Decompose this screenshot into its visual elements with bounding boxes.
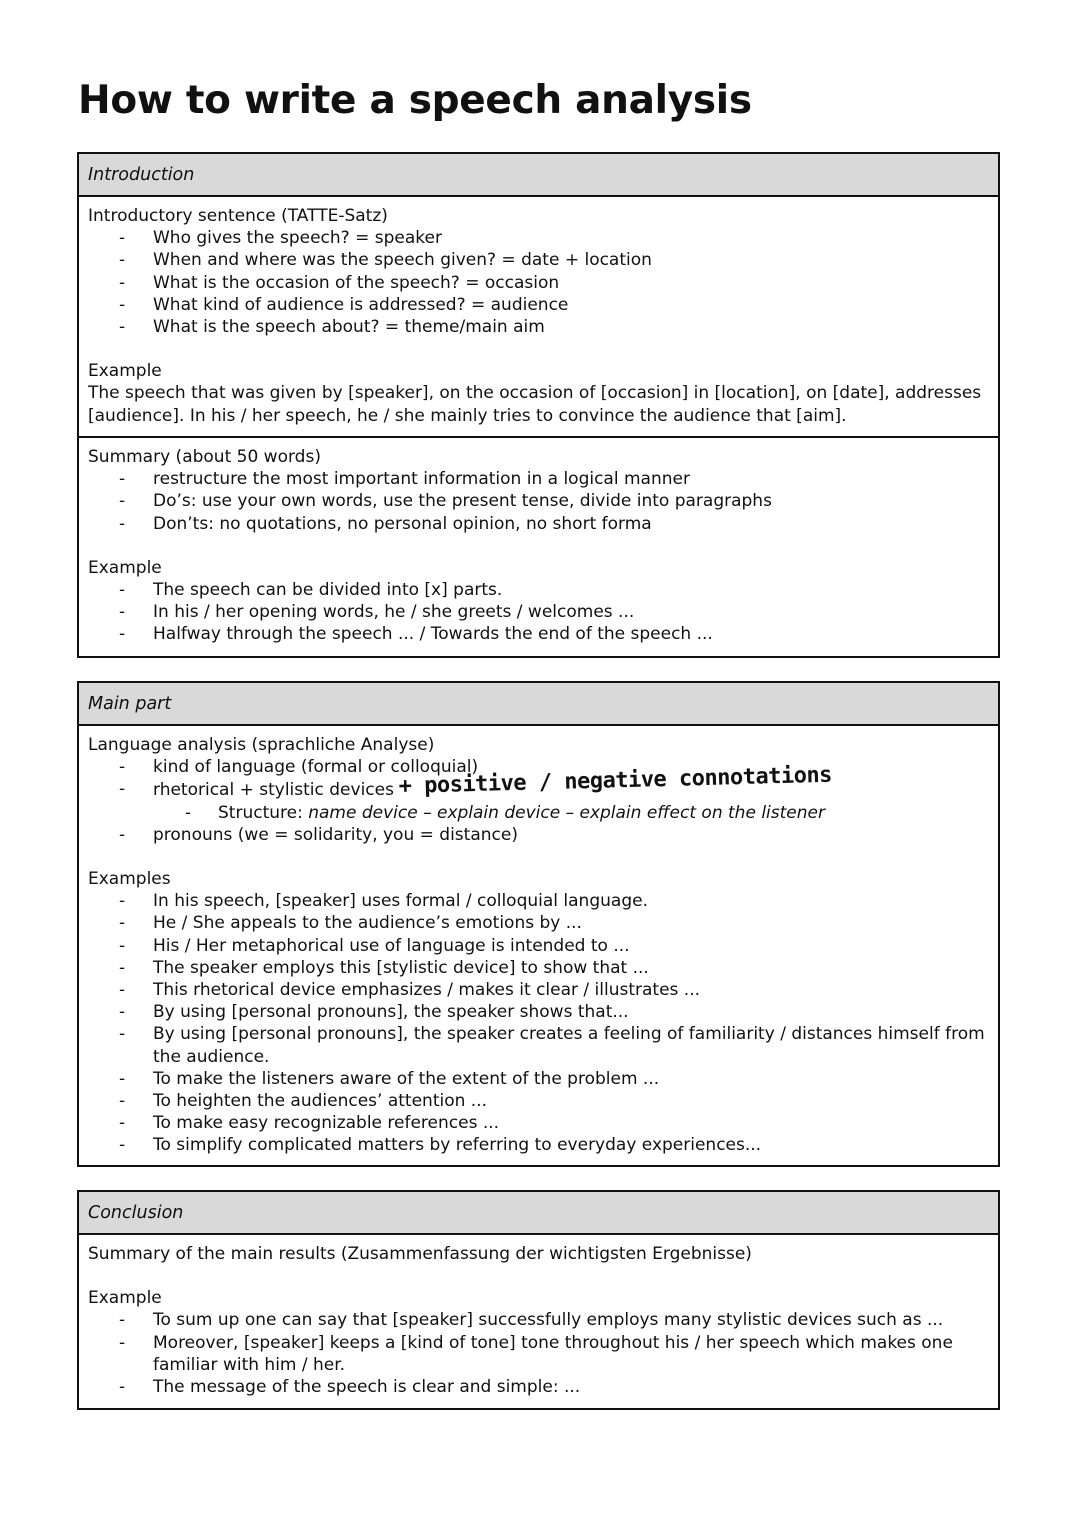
conclusion-heading: Conclusion	[79, 1192, 998, 1235]
list-item	[153, 802, 989, 824]
list-item: - What kind of audience is addressed? = audience	[88, 294, 989, 316]
structure-prefix: Structure:	[218, 802, 309, 823]
list-item: - Moreover, [speaker] keeps a [kind of tone] tone throughout his / her speech which makes one familiar with him / her.	[88, 1332, 989, 1376]
list-item: - When and where was the speech given? = date + location	[88, 249, 989, 271]
summary-block	[79, 436, 998, 655]
structure-sublist	[153, 802, 989, 824]
conclusion-section	[77, 1190, 1000, 1410]
list-item: - His / Her metaphorical use of language is intended to ...	[88, 935, 989, 957]
introduction-heading: Introduction	[79, 154, 998, 197]
list-item: - Who gives the speech? = speaker	[88, 227, 989, 249]
examples-list	[88, 890, 989, 1156]
conclusion-example-label: Example	[88, 1288, 162, 1309]
introduction-section	[77, 152, 1000, 658]
list-item: - kind of language (formal or colloquial)	[88, 756, 989, 778]
summary-list	[88, 468, 989, 535]
main-part-section	[77, 681, 1000, 1167]
list-item: - Halfway through the speech ... / Towards the end of the speech ...	[88, 623, 989, 645]
introductory-questions-list	[88, 227, 989, 338]
list-item: - Do’s: use your own words, use the present tense, divide into paragraphs	[88, 490, 989, 512]
list-item: - Don’ts: no quotations, no personal opinion, no short forma	[88, 513, 989, 535]
conclusion-block	[79, 1235, 998, 1407]
list-item: - pronouns (we = solidarity, you = distance)	[88, 824, 989, 846]
language-analysis-list	[88, 756, 989, 846]
list-item: - This rhetorical device emphasizes / makes it clear / illustrates ...	[88, 979, 989, 1001]
list-item: - The message of the speech is clear and simple: ...	[88, 1376, 989, 1398]
list-item: - He / She appeals to the audience’s emotions by ...	[88, 912, 989, 934]
list-item: - By using [personal pronouns], the speaker creates a feeling of familiarity / distances himself from the audience.	[88, 1023, 989, 1067]
list-item: - In his speech, [speaker] uses formal / colloquial language.	[88, 890, 989, 912]
list-item: - To heighten the audiences’ attention ...	[88, 1090, 989, 1112]
list-item: - What is the occasion of the speech? = occasion	[88, 272, 989, 294]
introductory-sentence-block	[79, 197, 998, 436]
summary-label: Summary (about 50 words)	[88, 447, 321, 467]
language-analysis-block	[79, 726, 998, 1166]
handwritten-note: + positive / negative connotations	[398, 763, 833, 800]
introduction-example-text: The speech that was given by [speaker], on the occasion of [occasion] in [location], on [date], addresses [audience]. In his / her speech, he / she mainly tries to convince the audience that [aim].	[88, 383, 982, 426]
list-item: - What is the speech about? = theme/main aim	[88, 316, 989, 338]
list-item: - In his / her opening words, he / she greets / welcomes ...	[88, 601, 989, 623]
list-item: - restructure the most important information in a logical manner	[88, 468, 989, 490]
introduction-example-label: Example	[88, 361, 162, 382]
rhetorical-devices-text: rhetorical + stylistic devices	[153, 780, 394, 801]
structure-steps: name device – explain device – explain effect on the listener	[308, 802, 825, 823]
list-item: - To make easy recognizable references ...	[88, 1112, 989, 1134]
conclusion-summary-text: Summary of the main results (Zusammenfassung der wichtigsten Ergebnisse)	[88, 1244, 752, 1264]
list-item: - By using [personal pronouns], the speaker shows that...	[88, 1001, 989, 1023]
conclusion-example-list	[88, 1309, 989, 1398]
summary-example-list	[88, 579, 989, 646]
page-title: How to write a speech analysis	[78, 78, 752, 123]
summary-example-label: Example	[88, 557, 162, 578]
list-item: - To make the listeners aware of the extent of the problem ...	[88, 1068, 989, 1090]
list-item: - To sum up one can say that [speaker] successfully employs many stylistic devices such as ...	[88, 1309, 989, 1331]
list-item: - The speech can be divided into [x] parts.	[88, 579, 989, 601]
language-analysis-label: Language analysis (sprachliche Analyse)	[88, 735, 435, 755]
list-item: - The speaker employs this [stylistic device] to show that ...	[88, 957, 989, 979]
list-item: - To simplify complicated matters by referring to everyday experiences...	[88, 1134, 989, 1156]
examples-label: Examples	[88, 869, 171, 890]
introductory-sentence-label: Introductory sentence (TATTE-Satz)	[88, 206, 388, 226]
main-part-heading: Main part	[79, 683, 998, 726]
